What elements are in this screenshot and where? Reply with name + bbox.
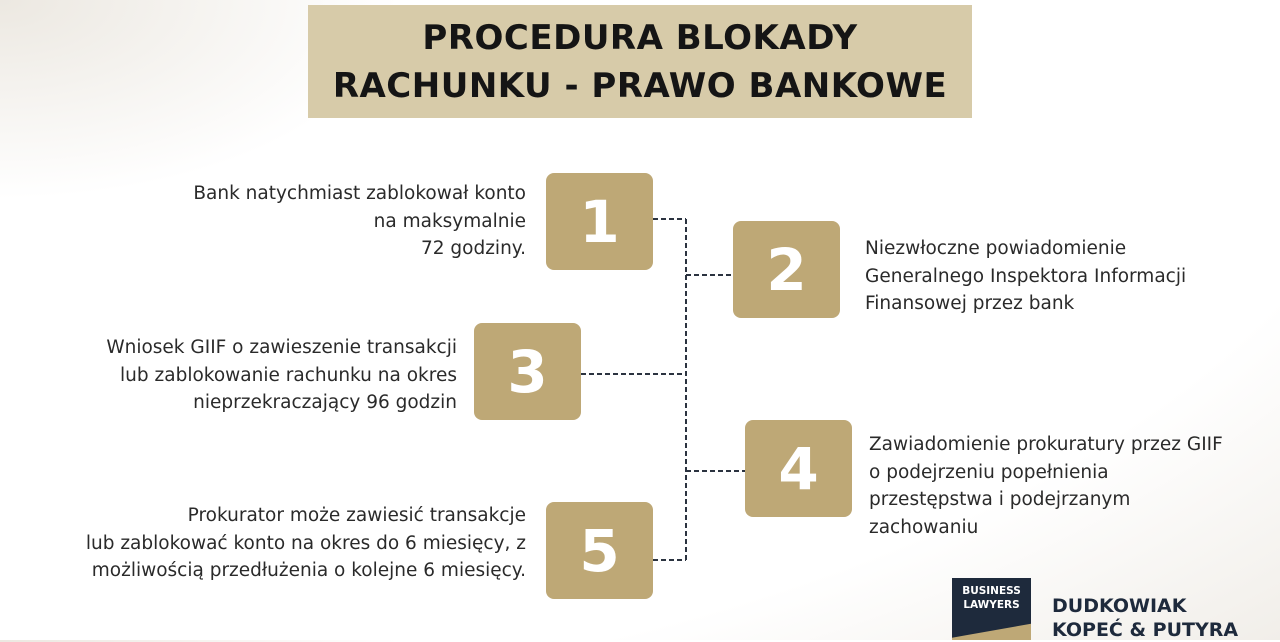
step-2-box — [733, 221, 840, 318]
step-1-line-1: Bank natychmiast zablokował konto — [193, 183, 526, 204]
logo-badge — [952, 578, 1031, 640]
logo-badge-text — [952, 584, 1031, 612]
step-5-line-1: Prokurator może zawiesić transakcje — [187, 505, 526, 526]
step-5-line-3: możliwością przedłużenia o kolejne 6 miesięcy. — [91, 560, 526, 581]
step-1-text — [193, 180, 526, 263]
logo-firm-name — [1052, 594, 1238, 642]
step-4-line-4: zachowaniu — [869, 516, 979, 538]
step-4-line-1: Zawiadomienie prokuratury przez GIIF — [869, 434, 1223, 455]
step-5-line-2: lub zablokować konto na okres do 6 miesięcy, z — [85, 532, 526, 554]
step-5-box — [546, 502, 653, 599]
step-4-line-3: przestępstwa i podejrzanym — [869, 489, 1131, 510]
step-4-number: 4 — [778, 434, 819, 503]
step-2-line-2: Generalnego Inspektora Informacji — [865, 265, 1187, 287]
logo-badge-line-1: BUSINESS — [962, 585, 1021, 597]
step-4-text — [869, 431, 1223, 541]
step-5-text — [86, 502, 526, 585]
step-2-text — [865, 235, 1186, 318]
step-2-line-1: Niezwłoczne powiadomienie — [865, 238, 1127, 259]
logo-badge-stripe — [952, 621, 1031, 640]
step-1-number: 1 — [579, 187, 620, 256]
step-3-text — [106, 334, 457, 417]
step-3-line-3: nieprzekraczający 96 godzin — [193, 392, 457, 413]
step-2-number: 2 — [766, 235, 807, 304]
title-line-1: PROCEDURA BLOKADY — [422, 17, 858, 58]
step-1-line-2: na maksymalnie — [373, 210, 526, 232]
logo-badge-line-2: LAWYERS — [963, 599, 1020, 611]
step-3-box — [474, 323, 581, 420]
step-1-box — [546, 173, 653, 270]
step-4-box — [745, 420, 852, 517]
step-3-line-1: Wniosek GIIF o zawieszenie transakcji — [106, 337, 457, 358]
step-4-line-2: o podejrzeniu popełnienia — [869, 461, 1109, 483]
step-3-line-2: lub zablokowanie rachunku na okres — [120, 364, 457, 386]
step-2-line-3: Finansowej przez bank — [865, 293, 1075, 314]
step-1-line-3: 72 godziny. — [421, 238, 526, 259]
step-3-number: 3 — [507, 337, 548, 406]
step-5-number: 5 — [579, 516, 620, 585]
title-line-2: RACHUNKU - PRAWO BANKOWE — [332, 65, 948, 106]
logo-firm-line-1: DUDKOWIAK — [1052, 595, 1187, 617]
logo-firm-line-2: KOPEĆ & PUTYRA — [1052, 619, 1239, 641]
